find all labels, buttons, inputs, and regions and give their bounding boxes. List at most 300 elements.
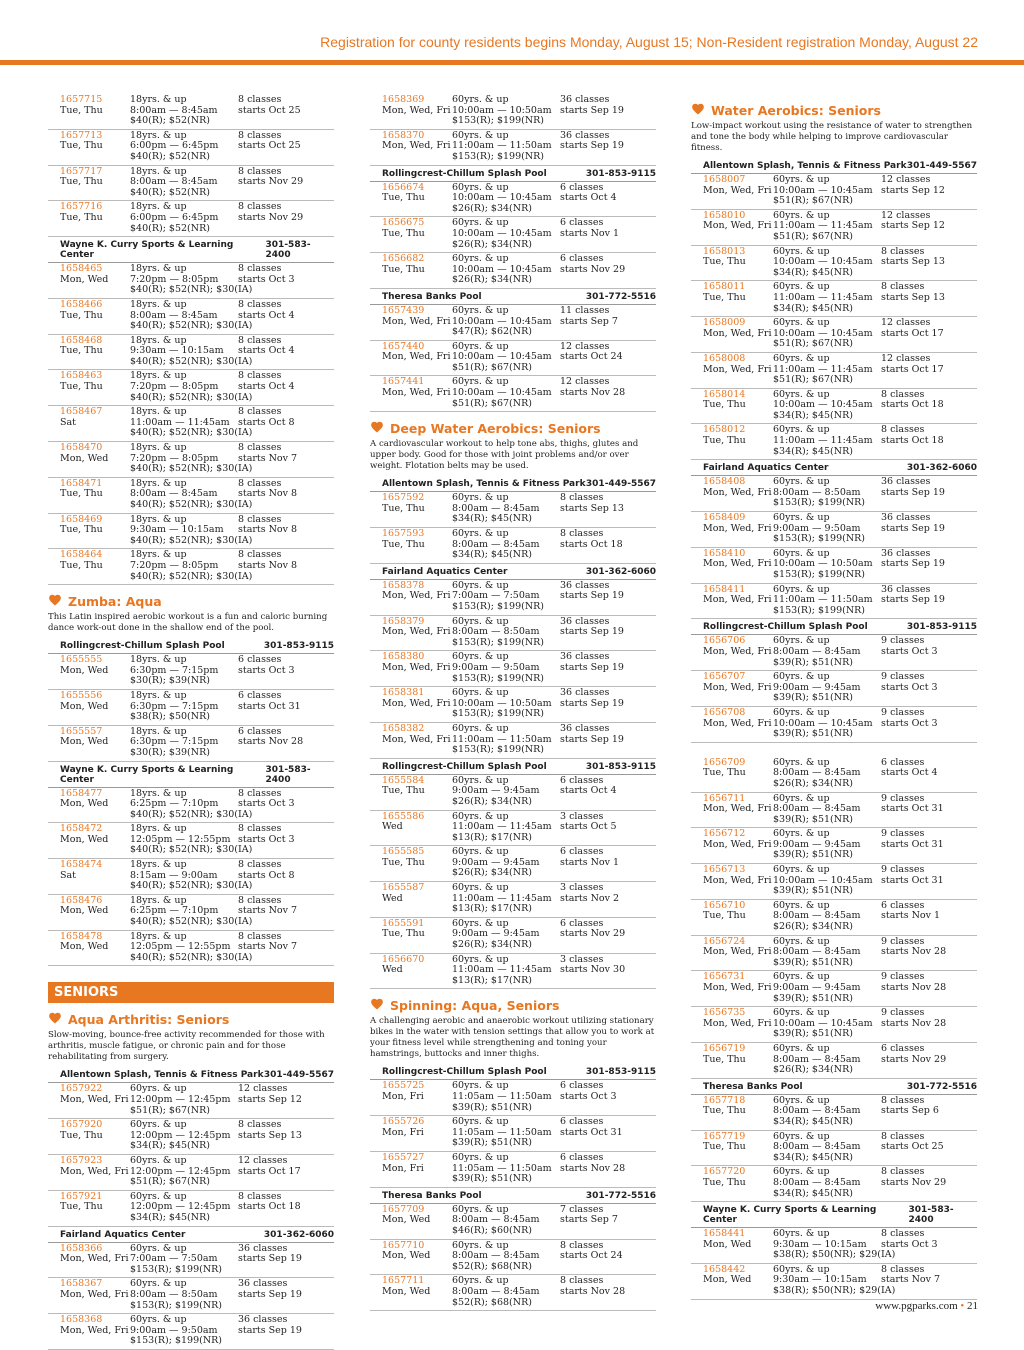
class-fee: $153(R); $199(NR) bbox=[130, 1263, 223, 1275]
class-start: starts Oct 3 bbox=[238, 798, 295, 810]
class-info bbox=[60, 300, 130, 332]
class-fee: $51(R); $67(NR) bbox=[130, 1104, 210, 1116]
class-listing bbox=[48, 166, 334, 202]
class-age: 18yrs. & up bbox=[130, 263, 187, 275]
class-code-link[interactable]: 1657920 bbox=[60, 1119, 103, 1131]
class-age: 60yrs. & up bbox=[130, 1119, 187, 1131]
class-info bbox=[703, 1167, 773, 1199]
venue-name: Rollingcrest-Chillum Splash Pool bbox=[382, 1067, 547, 1078]
class-listing bbox=[370, 305, 656, 341]
class-age: 60yrs. & up bbox=[773, 635, 830, 647]
class-days: Tue, Thu bbox=[60, 140, 103, 152]
class-code-link[interactable]: 1657713 bbox=[60, 129, 103, 141]
class-age: 60yrs. & up bbox=[452, 810, 509, 822]
class-fee: $34(R); $45(NR) bbox=[773, 302, 853, 314]
venue-phone: 301-449-5567 bbox=[263, 1070, 334, 1081]
class-code-link[interactable]: 1658442 bbox=[703, 1263, 746, 1275]
class-code-link[interactable]: 1657715 bbox=[60, 94, 103, 105]
class-info bbox=[382, 919, 452, 951]
class-code-link[interactable]: 1656735 bbox=[703, 1007, 746, 1019]
class-time: 9:30am — 10:15am bbox=[773, 1238, 867, 1250]
class-fee: $34(R); $45(NR) bbox=[452, 549, 532, 561]
class-code-link[interactable]: 1658410 bbox=[703, 547, 746, 559]
venue-header bbox=[370, 476, 656, 492]
class-age: 60yrs. & up bbox=[773, 245, 830, 257]
class-listing bbox=[48, 823, 334, 859]
class-code-link[interactable]: 1658366 bbox=[60, 1242, 103, 1254]
class-days: Mon, Wed, Fri bbox=[703, 874, 772, 886]
class-code-link[interactable]: 1658380 bbox=[382, 651, 425, 663]
class-code-link[interactable]: 1658411 bbox=[703, 583, 746, 595]
class-schedule bbox=[560, 529, 668, 561]
class-code-link[interactable]: 1658467 bbox=[60, 406, 103, 418]
class-listing bbox=[48, 726, 334, 762]
class-code-link[interactable]: 1658007 bbox=[703, 174, 746, 185]
class-code-link[interactable]: 1657720 bbox=[703, 1166, 746, 1178]
class-count: 6 classes bbox=[560, 774, 604, 786]
class-start: starts Sep 6 bbox=[881, 1105, 939, 1117]
class-info bbox=[382, 581, 452, 613]
class-details bbox=[130, 894, 253, 928]
class-schedule bbox=[238, 691, 346, 723]
class-listing bbox=[48, 442, 334, 478]
class-age: 60yrs. & up bbox=[773, 899, 830, 911]
class-code-link[interactable]: 1657711 bbox=[382, 1275, 425, 1287]
class-start: starts Nov 1 bbox=[560, 856, 620, 868]
class-count: 8 classes bbox=[238, 823, 282, 835]
class-days: Tue, Thu bbox=[60, 559, 103, 571]
class-details bbox=[773, 549, 881, 581]
class-age: 60yrs. & up bbox=[452, 722, 509, 734]
class-age: 60yrs. & up bbox=[452, 615, 509, 627]
class-details bbox=[130, 95, 238, 127]
class-fee: $153(R); $199(NR) bbox=[452, 672, 545, 684]
class-listing bbox=[691, 971, 977, 1007]
class-code-link[interactable]: 1658441 bbox=[703, 1228, 746, 1240]
class-time: 8:00am — 8:45am bbox=[773, 645, 861, 657]
class-age: 60yrs. & up bbox=[452, 1239, 509, 1251]
class-fee: $52(R); $68(NR) bbox=[452, 1296, 532, 1308]
class-fee: $153(R); $199(NR) bbox=[452, 708, 545, 720]
class-schedule bbox=[560, 493, 668, 525]
class-fee: $39(R); $51(NR) bbox=[773, 992, 853, 1004]
class-days: Tue, Thu bbox=[382, 192, 425, 204]
class-days: Mon, Wed, Fri bbox=[382, 315, 451, 327]
class-code-link[interactable]: 1658382 bbox=[382, 722, 425, 734]
class-code-link[interactable]: 1658474 bbox=[60, 859, 103, 871]
class-code-link[interactable]: 1657717 bbox=[60, 165, 103, 177]
class-code-link[interactable]: 1658471 bbox=[60, 477, 103, 489]
class-listing bbox=[370, 616, 656, 652]
class-code-link[interactable]: 1656724 bbox=[703, 935, 746, 947]
class-details bbox=[773, 318, 881, 350]
class-code-link[interactable]: 1656713 bbox=[703, 864, 746, 876]
class-start: starts Sep 13 bbox=[560, 502, 624, 514]
class-code-link[interactable]: 1658014 bbox=[703, 388, 746, 400]
class-info bbox=[60, 479, 130, 511]
class-fee: $34(R); $45(NR) bbox=[452, 513, 532, 525]
class-fee: $39(R); $51(NR) bbox=[773, 1028, 853, 1040]
class-code-link[interactable]: 1657719 bbox=[703, 1130, 746, 1142]
class-fee: $153(R); $199(NR) bbox=[773, 497, 866, 509]
class-code-link[interactable]: 1658463 bbox=[60, 370, 103, 382]
class-count: 8 classes bbox=[881, 388, 925, 400]
class-schedule bbox=[238, 479, 346, 511]
class-listing bbox=[370, 217, 656, 253]
class-fee: $40(R); $52(NR); $30(IA) bbox=[130, 355, 253, 367]
class-days: Mon, Wed, Fri bbox=[382, 626, 451, 638]
class-days: Mon, Wed bbox=[60, 664, 109, 676]
class-days: Mon, Wed, Fri bbox=[60, 1288, 129, 1300]
class-days: Mon, Wed, Fri bbox=[703, 522, 772, 534]
class-time: 10:00am — 10:45am bbox=[452, 263, 552, 275]
class-listing bbox=[370, 1116, 656, 1152]
class-age: 60yrs. & up bbox=[773, 1007, 830, 1019]
class-listing bbox=[370, 954, 656, 990]
class-code-link[interactable]: 1655587 bbox=[382, 882, 425, 894]
class-code-link[interactable]: 1658009 bbox=[703, 317, 746, 329]
class-count: 8 classes bbox=[238, 201, 282, 213]
class-days: Mon, Wed, Fri bbox=[703, 838, 772, 850]
class-code-link[interactable]: 1657921 bbox=[60, 1190, 103, 1202]
venue-name: Allentown Splash, Tennis & Fitness Park bbox=[382, 479, 586, 490]
class-time: 6:00pm — 6:45pm bbox=[130, 140, 219, 152]
class-time: 8:00am — 8:45am bbox=[130, 176, 218, 188]
class-start: starts Nov 2 bbox=[560, 892, 620, 904]
venue-header bbox=[370, 1064, 656, 1080]
class-info bbox=[382, 183, 452, 215]
class-code-link[interactable]: 1658408 bbox=[703, 476, 746, 488]
venue-header bbox=[370, 166, 656, 182]
class-code-link[interactable]: 1658465 bbox=[60, 263, 103, 275]
class-code-link[interactable]: 1658012 bbox=[703, 424, 746, 436]
class-fee: $40(R); $52(NR) bbox=[130, 222, 210, 234]
class-code-link[interactable]: 1657718 bbox=[703, 1094, 746, 1106]
class-schedule bbox=[881, 247, 989, 279]
class-code-link[interactable]: 1657439 bbox=[382, 304, 425, 316]
class-info bbox=[60, 131, 130, 163]
class-count: 8 classes bbox=[238, 1119, 282, 1131]
class-details bbox=[130, 930, 253, 964]
class-days: Mon, Wed, Fri bbox=[382, 697, 451, 709]
class-code-link[interactable]: 1658368 bbox=[60, 1314, 103, 1326]
class-details bbox=[773, 425, 881, 457]
class-count: 36 classes bbox=[881, 583, 931, 595]
class-count: 6 classes bbox=[560, 1116, 604, 1128]
class-info bbox=[382, 306, 452, 338]
class-fee: $40(R); $52(NR); $30(IA) bbox=[130, 808, 253, 820]
class-code-link[interactable]: 1655555 bbox=[60, 654, 103, 666]
class-code-link[interactable]: 1656670 bbox=[382, 953, 425, 965]
class-code-link[interactable]: 1658477 bbox=[60, 787, 103, 799]
class-time: 9:30am — 10:15am bbox=[130, 345, 224, 357]
venue-name: Theresa Banks Pool bbox=[703, 1081, 803, 1092]
class-details bbox=[773, 1167, 881, 1199]
class-info bbox=[382, 776, 452, 808]
class-count: 8 classes bbox=[881, 1130, 925, 1142]
class-code-link[interactable]: 1658010 bbox=[703, 209, 746, 221]
class-code-link[interactable]: 1656710 bbox=[703, 899, 746, 911]
class-listing bbox=[691, 512, 977, 548]
class-start: starts Oct 8 bbox=[238, 416, 295, 428]
class-details bbox=[130, 859, 253, 892]
class-code-link[interactable]: 1658464 bbox=[60, 549, 103, 561]
class-code-link[interactable]: 1658011 bbox=[703, 281, 746, 293]
class-days: Tue, Thu bbox=[703, 435, 746, 447]
class-details bbox=[130, 1192, 238, 1224]
class-code-link[interactable]: 1656711 bbox=[703, 792, 746, 804]
class-code-link[interactable]: 1658370 bbox=[382, 129, 425, 141]
class-count: 6 classes bbox=[560, 846, 604, 858]
class-time: 8:00am — 8:45am bbox=[773, 767, 861, 779]
class-schedule bbox=[238, 1279, 346, 1311]
class-details bbox=[773, 937, 881, 969]
class-start: starts Oct 31 bbox=[560, 1126, 623, 1138]
class-fee: $153(R); $199(NR) bbox=[452, 115, 545, 127]
class-time: 10:00am — 10:45am bbox=[773, 184, 873, 196]
class-days: Tue, Thu bbox=[703, 1053, 746, 1065]
class-start: starts Oct 3 bbox=[238, 833, 295, 845]
class-details bbox=[773, 1228, 896, 1261]
class-code-link[interactable]: 1655585 bbox=[382, 846, 425, 858]
class-age: 60yrs. & up bbox=[130, 1154, 187, 1166]
class-time: 8:00am — 8:50am bbox=[130, 1288, 218, 1300]
class-schedule bbox=[238, 407, 346, 439]
heart-icon bbox=[370, 420, 384, 437]
class-age: 18yrs. & up bbox=[130, 442, 187, 454]
class-age: 18yrs. & up bbox=[130, 689, 187, 701]
class-schedule bbox=[560, 342, 668, 374]
class-age: 18yrs. & up bbox=[130, 406, 187, 418]
class-days: Tue, Thu bbox=[60, 211, 103, 223]
class-age: 60yrs. & up bbox=[452, 376, 509, 388]
class-count: 8 classes bbox=[881, 1263, 925, 1275]
class-age: 60yrs. & up bbox=[452, 1116, 509, 1128]
class-count: 8 classes bbox=[238, 370, 282, 382]
class-code-link[interactable]: 1658466 bbox=[60, 298, 103, 310]
class-code-link[interactable]: 1658469 bbox=[60, 513, 103, 525]
class-info bbox=[703, 708, 773, 740]
class-days: Mon, Wed, Fri bbox=[703, 220, 772, 232]
class-code-link[interactable]: 1657716 bbox=[60, 201, 103, 213]
class-info bbox=[703, 354, 773, 386]
class-code-link[interactable]: 1656709 bbox=[703, 756, 746, 768]
class-code-link[interactable]: 1658478 bbox=[60, 930, 103, 942]
class-info bbox=[703, 425, 773, 457]
class-start: starts Oct 3 bbox=[238, 664, 295, 676]
class-code-link[interactable]: 1655557 bbox=[60, 725, 103, 737]
class-details bbox=[773, 708, 881, 740]
class-time: 11:00am — 11:45am bbox=[773, 220, 873, 232]
class-code-link[interactable]: 1656708 bbox=[703, 706, 746, 718]
class-details bbox=[773, 390, 881, 422]
venue-phone: 301-772-5516 bbox=[585, 1190, 656, 1201]
class-code-link[interactable]: 1655726 bbox=[382, 1116, 425, 1128]
footer-site-link[interactable]: www.pgparks.com bbox=[875, 1300, 958, 1312]
class-schedule bbox=[560, 131, 668, 163]
class-time: 8:00am — 8:45am bbox=[452, 1250, 540, 1262]
class-code-link[interactable]: 1656706 bbox=[703, 635, 746, 647]
class-schedule bbox=[238, 1315, 346, 1347]
class-code-link[interactable]: 1658470 bbox=[60, 442, 103, 454]
class-info bbox=[60, 550, 130, 582]
class-code-link[interactable]: 1656675 bbox=[382, 217, 425, 229]
class-count: 9 classes bbox=[881, 1007, 925, 1019]
class-listing bbox=[370, 775, 656, 811]
venue-name: Allentown Splash, Tennis & Fitness Park bbox=[703, 161, 907, 171]
class-info bbox=[703, 513, 773, 545]
class-time: 11:05am — 11:50am bbox=[452, 1126, 552, 1138]
class-listing bbox=[370, 1240, 656, 1276]
class-start: starts Nov 29 bbox=[881, 1176, 947, 1188]
class-fee: $40(R); $52(NR) bbox=[130, 150, 210, 162]
class-days: Wed bbox=[382, 964, 403, 976]
class-start: starts Sep 12 bbox=[881, 184, 945, 196]
class-fee: $39(R); $51(NR) bbox=[773, 813, 853, 825]
class-listing bbox=[48, 335, 334, 371]
class-schedule bbox=[560, 724, 668, 756]
class-code-link[interactable]: 1657922 bbox=[60, 1083, 103, 1095]
class-count: 36 classes bbox=[560, 579, 610, 591]
class-age: 60yrs. & up bbox=[773, 317, 830, 329]
venue-phone: 301-583-2400 bbox=[265, 764, 311, 785]
class-code-link[interactable]: 1658369 bbox=[382, 94, 425, 105]
class-count: 8 classes bbox=[238, 477, 282, 489]
class-code-link[interactable]: 1656731 bbox=[703, 971, 746, 983]
class-start: starts Sep 7 bbox=[560, 315, 618, 327]
class-code-link[interactable]: 1658381 bbox=[382, 687, 425, 699]
class-code-link[interactable]: 1657709 bbox=[382, 1203, 425, 1215]
class-code-link[interactable]: 1658472 bbox=[60, 823, 103, 835]
class-time: 6:30pm — 7:15pm bbox=[130, 736, 219, 748]
class-time: 12:05pm — 12:55pm bbox=[130, 833, 231, 845]
class-schedule bbox=[881, 901, 989, 933]
class-time: 7:20pm — 8:05pm bbox=[130, 559, 219, 571]
class-code-link[interactable]: 1657592 bbox=[382, 492, 425, 504]
class-listing bbox=[370, 1080, 656, 1116]
class-code-link[interactable]: 1657593 bbox=[382, 528, 425, 540]
class-fee: $38(R); $50(NR); $29(IA) bbox=[773, 1249, 896, 1261]
class-time: 12:00pm — 12:45pm bbox=[130, 1094, 231, 1105]
class-code-link[interactable]: 1657710 bbox=[382, 1239, 425, 1251]
class-details bbox=[130, 202, 238, 234]
class-start: starts Nov 29 bbox=[238, 176, 304, 188]
class-days: Tue, Thu bbox=[382, 502, 425, 514]
class-details bbox=[773, 972, 881, 1004]
heart-icon bbox=[691, 102, 705, 119]
class-schedule bbox=[881, 390, 989, 422]
class-age: 60yrs. & up bbox=[452, 1151, 509, 1163]
section-description: Low-impact workout using the resistance of water to strengthen and tone the body while helping to improve cardiovascular fitness. bbox=[691, 121, 973, 153]
registration-notice: Registration for county residents begins Monday, August 15; Non-Resident registration Monday, August 22 bbox=[320, 34, 978, 50]
class-code-link[interactable]: 1656707 bbox=[703, 671, 746, 683]
venue-name: Theresa Banks Pool bbox=[382, 1190, 482, 1201]
class-count: 7 classes bbox=[560, 1203, 604, 1215]
class-code-link[interactable]: 1658013 bbox=[703, 245, 746, 257]
class-count: 6 classes bbox=[881, 756, 925, 768]
class-count: 11 classes bbox=[560, 304, 610, 316]
class-days: Mon, Wed, Fri bbox=[382, 387, 451, 399]
class-schedule bbox=[560, 688, 668, 720]
class-code-link[interactable]: 1658409 bbox=[703, 512, 746, 524]
class-schedule bbox=[238, 1156, 346, 1188]
class-fee: $39(R); $51(NR) bbox=[452, 1137, 532, 1149]
class-code-link[interactable]: 1655727 bbox=[382, 1151, 425, 1163]
class-time: 10:00am — 10:45am bbox=[773, 717, 873, 729]
class-time: 7:20pm — 8:05pm bbox=[130, 381, 219, 393]
class-code-link[interactable]: 1657441 bbox=[382, 376, 425, 388]
class-schedule bbox=[560, 1153, 668, 1185]
class-count: 9 classes bbox=[881, 935, 925, 947]
class-time: 7:00am — 7:50am bbox=[452, 590, 540, 602]
class-days: Tue, Thu bbox=[703, 291, 746, 303]
class-start: starts Oct 31 bbox=[881, 803, 944, 815]
header-rule bbox=[0, 60, 1024, 65]
class-info bbox=[60, 264, 130, 296]
class-code-link[interactable]: 1658476 bbox=[60, 894, 103, 906]
class-code-link[interactable]: 1656674 bbox=[382, 181, 425, 193]
class-code-link[interactable]: 1656712 bbox=[703, 828, 746, 840]
class-days: Mon, Wed, Fri bbox=[60, 1094, 129, 1105]
class-details bbox=[773, 211, 881, 243]
class-listing bbox=[691, 424, 977, 460]
class-code-link[interactable]: 1655556 bbox=[60, 689, 103, 701]
class-code-link[interactable]: 1658379 bbox=[382, 615, 425, 627]
class-code-link[interactable]: 1656682 bbox=[382, 253, 425, 265]
class-code-link[interactable]: 1658468 bbox=[60, 334, 103, 346]
class-listing bbox=[48, 130, 334, 166]
class-age: 60yrs. & up bbox=[773, 971, 830, 983]
class-days: Tue, Thu bbox=[382, 928, 425, 940]
class-count: 8 classes bbox=[238, 859, 282, 871]
class-code-link[interactable]: 1655725 bbox=[382, 1080, 425, 1092]
class-code-link[interactable]: 1655591 bbox=[382, 917, 425, 929]
class-info bbox=[703, 211, 773, 243]
heart-icon bbox=[48, 1011, 62, 1028]
class-schedule bbox=[560, 1276, 668, 1308]
class-code-link[interactable]: 1657923 bbox=[60, 1154, 103, 1166]
class-count: 8 classes bbox=[560, 1239, 604, 1251]
class-details bbox=[773, 477, 881, 509]
class-schedule bbox=[881, 1265, 989, 1297]
class-days: Mon, Wed bbox=[60, 798, 109, 810]
class-count: 6 classes bbox=[881, 1042, 925, 1054]
class-code-link[interactable]: 1655586 bbox=[382, 810, 425, 822]
class-time: 8:00am — 8:45am bbox=[773, 910, 861, 922]
class-time: 8:00am — 8:45am bbox=[130, 488, 218, 500]
class-details bbox=[130, 655, 238, 687]
class-listing bbox=[691, 548, 977, 584]
venue-phone: 301-449-5567 bbox=[585, 479, 656, 490]
class-listing bbox=[370, 723, 656, 759]
class-days: Tue, Thu bbox=[703, 1141, 746, 1153]
class-info bbox=[703, 1265, 773, 1297]
venue-header bbox=[48, 762, 334, 788]
class-details bbox=[452, 1276, 560, 1308]
class-schedule bbox=[560, 581, 668, 613]
class-code-link[interactable]: 1656719 bbox=[703, 1042, 746, 1054]
class-listing bbox=[691, 1131, 977, 1167]
class-code-link[interactable]: 1658367 bbox=[60, 1278, 103, 1290]
class-schedule bbox=[881, 282, 989, 314]
class-code-link[interactable]: 1655584 bbox=[382, 774, 425, 786]
class-info bbox=[703, 1132, 773, 1164]
class-code-link[interactable]: 1658008 bbox=[703, 352, 746, 364]
class-days: Mon, Wed, Fri bbox=[703, 363, 772, 375]
class-code-link[interactable]: 1657440 bbox=[382, 340, 425, 352]
class-code-link[interactable]: 1658378 bbox=[382, 579, 425, 591]
class-listing bbox=[48, 690, 334, 726]
